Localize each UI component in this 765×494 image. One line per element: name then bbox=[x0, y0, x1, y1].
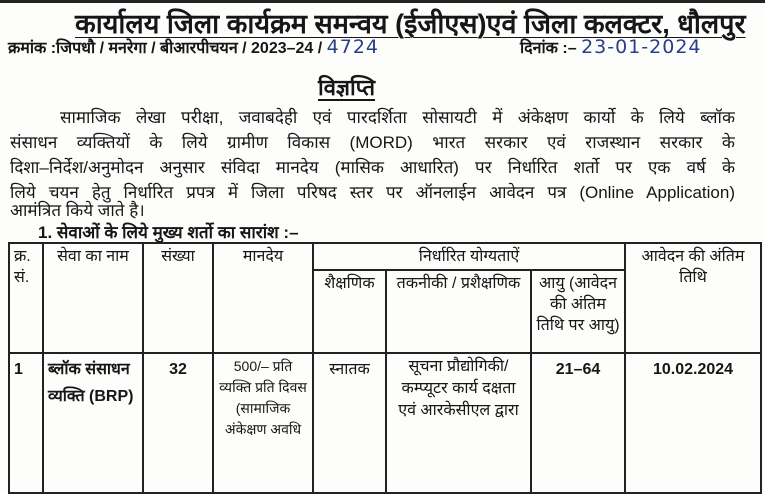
header-technical: तकनीकी / प्रशैक्षणिक bbox=[386, 270, 531, 353]
cell-educational: स्नातक bbox=[313, 353, 386, 493]
paragraph-line: संसाधन व्यक्तियों के लिये ग्रामीण विकास (MORD) भारत सरकार एवं राजस्थान सरकार के bbox=[10, 133, 735, 152]
header-qualifications: निर्धारित योग्यताऐं bbox=[313, 243, 625, 270]
table-row bbox=[9, 353, 761, 493]
cell-sno: 1 bbox=[9, 353, 43, 493]
cell-age: 21–64 bbox=[531, 353, 625, 493]
header-last-date: आवेदन की अंतिम तिथि bbox=[625, 243, 761, 353]
date-handwritten: 23-01-2024 bbox=[581, 36, 702, 58]
paragraph-line: आमंत्रित किये जाते है। bbox=[10, 201, 145, 220]
conditions-table bbox=[8, 242, 762, 494]
cell-service: ब्लॉक संसाधन व्यक्ति (BRP) bbox=[43, 353, 143, 493]
scan-edge bbox=[0, 0, 765, 3]
header-age: आयु (आवेदन की अंतिम तिथि पर आयु) bbox=[531, 270, 625, 353]
ref-label: क्रमांक :जिपधौ / मनरेगा / बीआरपीचयन / 2023–24 / bbox=[8, 40, 323, 57]
date-label: दिनांक :– bbox=[520, 40, 577, 57]
header-educational: शैक्षणिक bbox=[313, 270, 386, 353]
header-service: सेवा का नाम bbox=[43, 243, 143, 353]
paragraph-line: लिये चयन हेतु निर्धारित प्रपत्र में जिला परिषद स्तर पर ऑनलाईन आवेदन पत्र (Online Application) bbox=[10, 183, 735, 202]
reference-number bbox=[8, 36, 379, 58]
paragraph-line: दिशा–निर्देश/अनुमोदन अनुसार संविदा मानदेय (मासिक आधारित) पर निर्धारित शर्तो पर एक वर्ष के bbox=[10, 158, 735, 177]
header-sno: क्र. सं. bbox=[9, 243, 43, 353]
cell-count: 32 bbox=[143, 353, 213, 493]
header-count: संख्या bbox=[143, 243, 213, 353]
paragraph-line: सामाजिक लेखा परीक्षा, जवाबदेही एवं पारदर्शिता सोसायटी में अंकेक्षण कार्यो के लिये ब्लॉक bbox=[60, 108, 735, 127]
header-honorarium: मानदेय bbox=[213, 243, 313, 353]
ref-number-handwritten: 4724 bbox=[326, 36, 380, 58]
notice-heading: विज्ञप्ति bbox=[318, 75, 376, 100]
cell-technical: सूचना प्रौद्योगिकी/कम्प्यूटर कार्य दक्षता एवं आरकेसीएल द्वारा bbox=[386, 353, 531, 493]
cell-honorarium: 500/– प्रति व्यक्ति प्रति दिवस (सामाजिक अंकेक्षण अवधि bbox=[213, 353, 313, 493]
section-title: 1. सेवाओं के लिये मुख्य शर्तो का सारांश :– bbox=[38, 223, 299, 242]
office-title: कार्यालय जिला कार्यक्रम समन्वय (ईजीएस)एवं जिला कलक्टर, धौलपुर bbox=[75, 9, 746, 39]
notice-date bbox=[520, 36, 702, 58]
cell-last-date: 10.02.2024 bbox=[625, 353, 761, 493]
